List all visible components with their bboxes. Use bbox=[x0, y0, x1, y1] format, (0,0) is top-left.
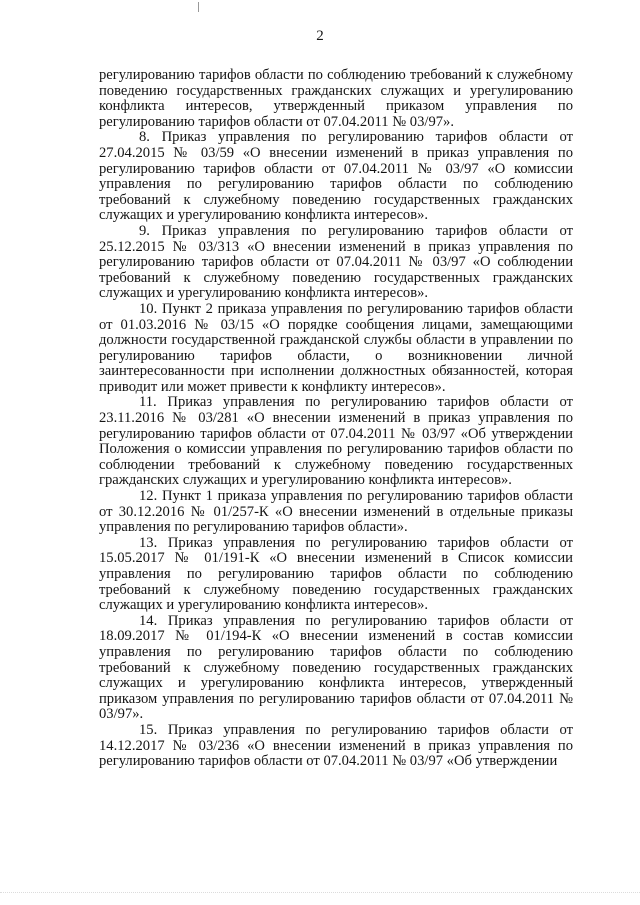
list-item: 14. Приказ управления по регулированию тарифов области от 18.09.2017 № 01/194-К «О внесении изменений в состав комиссии управления по регулированию тарифов области по соблюдению требований к служебному поведению государственных гражданских служащих и урегулированию конфликта интересов, утвержденный приказом управления по регулированию тарифов области от 07.04.2011 № 03/97». bbox=[99, 612, 573, 723]
list-item: 9. Приказ управления по регулированию тарифов области от 25.12.2015 № 03/313 «О внесении изменений в приказ управления по регулированию тарифов области от 07.04.2011 № 03/97 «О соблюдении требований к служебному поведению государственных гражданских служащих и урегулированию конфликта интересов». bbox=[99, 222, 573, 302]
scan-mark bbox=[198, 2, 199, 12]
list-item: 12. Пункт 1 приказа управления по регулированию тарифов области от 30.12.2016 № 01/257-К «О внесении изменений в отдельные приказы управления по регулированию тарифов области». bbox=[99, 488, 573, 536]
list-item: 11. Приказ управления по регулированию тарифов области от 23.11.2016 № 03/281 «О внесении изменений в приказ управления по регулированию тарифов области от 07.04.2011 № 03/97 «Об утверждении Положения о комиссии управления по регулированию тарифов области по соблюдении требований к служебному поведению государственных гражданских служащих и урегулированию конфликта интересов». bbox=[99, 394, 573, 489]
list-item: 15. Приказ управления по регулированию тарифов области от 14.12.2017 № 03/236 «О внесении изменений в приказ управления по регулированию тарифов области от 07.04.2011 № 03/97 «Об утверждении bbox=[99, 721, 573, 770]
list-item: 8. Приказ управления по регулированию тарифов области от 27.04.2015 № 03/59 «О внесении изменений в приказ управления по регулированию тарифов области от 07.04.2011 № 03/97 «О комиссии управления по регулированию тарифов области по соблюдению требований к служебному поведению государственных гражданских служащих и урегулированию конфликта интересов». bbox=[99, 129, 573, 224]
continuation-paragraph: регулированию тарифов области по соблюдению требований к служебному поведению государственных гражданских служащих и урегулированию конфликта интересов, утвержденный приказом управления по регулированию тарифов области от 07.04.2011 № 03/97». bbox=[99, 67, 573, 130]
list-item: 13. Приказ управления по регулированию тарифов области от 15.05.2017 № 01/191-К «О внесении изменений в Список комиссии управления по регулированию тарифов области по соблюдению требований к служебному поведению государственных гражданских служащих и урегулированию конфликта интересов». bbox=[99, 534, 573, 614]
scan-bottom-edge bbox=[0, 892, 640, 903]
document-body bbox=[99, 68, 573, 770]
list-item: 10. Пункт 2 приказа управления по регулированию тарифов области от 01.03.2016 № 03/15 «О порядке сообщения лицами, замещающими должности государственной гражданской службы области в управлении по регулированию тарифов области, о возникновении личной заинтересованности при исполнении должностных обязанностей, которая приводит или может привести к конфликту интересов». bbox=[99, 300, 573, 395]
page-number: 2 bbox=[316, 28, 324, 44]
